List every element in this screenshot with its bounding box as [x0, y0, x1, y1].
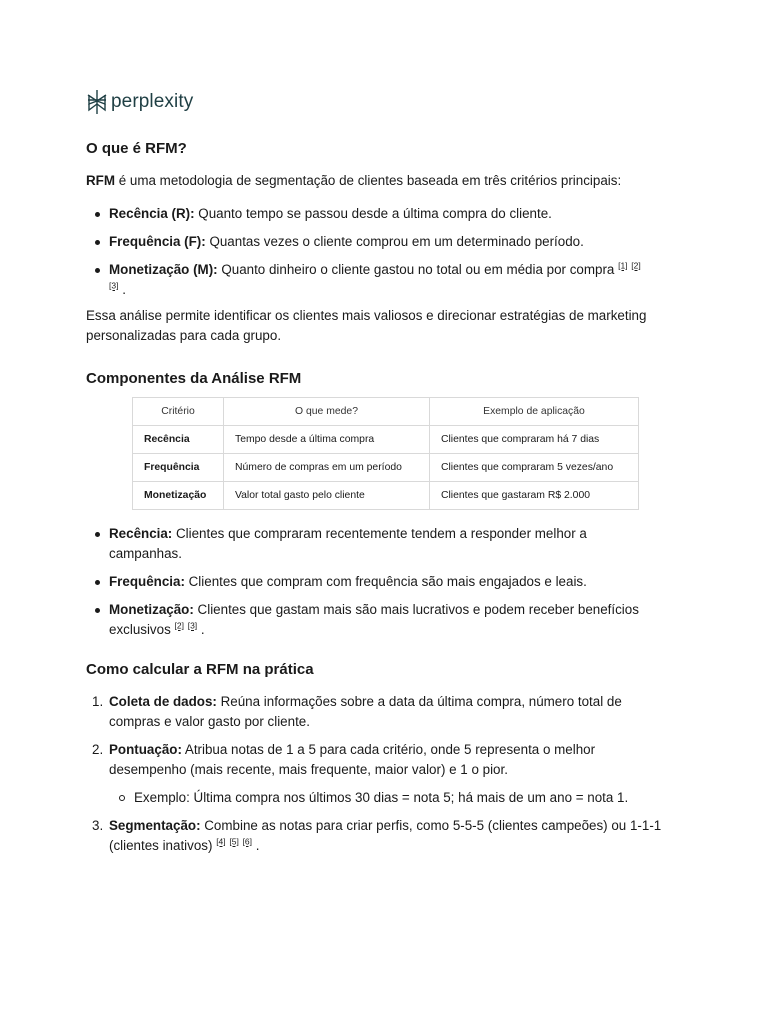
list-item-text: Clientes que compraram recentemente tendem a responder melhor a campanhas.	[109, 526, 587, 561]
list-item	[86, 204, 676, 224]
calculation-steps-list	[86, 692, 676, 856]
table-cell: Tempo desde a última compra	[224, 426, 430, 454]
table-header-cell: Critério	[133, 398, 224, 426]
rfm-components-table	[132, 397, 639, 510]
list-item-term: Frequência:	[109, 574, 185, 589]
table-cell: Clientes que compraram há 7 dias	[430, 426, 639, 454]
table-cell: Valor total gasto pelo cliente	[224, 482, 430, 510]
table-cell: Clientes que compraram 5 vezes/ano	[430, 454, 639, 482]
table-header-row	[133, 398, 639, 426]
sub-list-item: Exemplo: Última compra nos últimos 30 dias = nota 5; há mais de um ano = nota 1.	[86, 788, 676, 808]
table-header-cell: O que mede?	[224, 398, 430, 426]
table-row	[133, 426, 639, 454]
list-item-term: Monetização:	[109, 602, 194, 617]
table-cell: Clientes que gastaram R$ 2.000	[430, 482, 639, 510]
section-heading-components: Componentes da Análise RFM	[86, 370, 302, 387]
components-explanation-list	[86, 524, 676, 640]
section-heading-what-is-rfm: O que é RFM?	[86, 140, 187, 157]
table-header-cell: Exemplo de aplicação	[430, 398, 639, 426]
table-cell: Número de compras em um período	[224, 454, 430, 482]
citation-link[interactable]: [4]	[216, 836, 226, 847]
list-item-term: Monetização (M):	[109, 262, 218, 277]
list-item-end: .	[122, 282, 126, 297]
step-number: 1.	[92, 694, 104, 709]
citation-link[interactable]: [6]	[242, 836, 253, 847]
list-item-text: Quanto dinheiro o cliente gastou no total ou em média por compra	[217, 262, 615, 277]
citation-link[interactable]: [2]	[631, 260, 641, 271]
list-item-term: Recência:	[109, 526, 173, 541]
intro-term: RFM	[86, 173, 116, 188]
citation-link[interactable]: [2]	[174, 620, 184, 631]
list-item-term: Coleta de dados:	[109, 694, 217, 709]
list-item-text: Quanto tempo se passou desde a última compra do cliente.	[194, 206, 552, 221]
list-item-text: Clientes que gastam mais são mais lucrativos e podem receber benefícios exclusivos	[109, 602, 639, 637]
list-item	[86, 232, 676, 252]
rfm-criteria-list	[86, 204, 676, 300]
list-item-term: Recência (R):	[109, 206, 195, 221]
citation-link[interactable]: [3]	[187, 620, 198, 631]
brand-name: perplexity	[111, 91, 194, 112]
list-item-text: Atribua notas de 1 a 5 para cada critério, onde 5 representa o melhor desempenho (mais recente, mais frequente, maior valor) e 1 o pior.	[109, 742, 596, 777]
intro-text: é uma metodologia de segmentação de clientes baseada em três critérios principais:	[115, 173, 622, 188]
list-item-term: Segmentação:	[109, 818, 201, 833]
perplexity-logo-icon	[86, 89, 108, 115]
step-number: 3.	[92, 818, 104, 833]
table-cell: Recência	[133, 426, 224, 454]
analysis-paragraph: Essa análise permite identificar os clientes mais valiosos e direcionar estratégias de marketing personalizadas para cada grupo.	[86, 308, 647, 343]
table-row	[133, 454, 639, 482]
citation-link[interactable]: [5]	[229, 836, 239, 847]
list-item	[86, 816, 676, 856]
table-row	[133, 482, 639, 510]
list-item-term: Frequência (F):	[109, 234, 206, 249]
step-number: 2.	[92, 742, 104, 757]
list-item	[86, 260, 669, 300]
perplexity-logo[interactable]	[86, 89, 193, 115]
list-item-end: .	[200, 622, 205, 637]
list-item-text: Quantas vezes o cliente comprou em um determinado período.	[205, 234, 584, 249]
list-item	[86, 740, 676, 780]
list-item	[86, 524, 629, 564]
table-cell: Frequência	[133, 454, 224, 482]
list-item-text: Combine as notas para criar perfis, como 5-5-5 (clientes campeões) ou 1-1-1 (clientes inativos)	[109, 818, 662, 853]
list-item-text: Reúna informações sobre a data da última compra, número total de compras e valor gasto por cliente.	[109, 694, 622, 729]
list-item-term: Pontuação:	[109, 742, 182, 757]
citation-link[interactable]: [3]	[109, 280, 119, 291]
list-item-end: .	[255, 838, 260, 853]
list-item	[86, 600, 669, 640]
citation-link[interactable]: [1]	[618, 260, 628, 271]
list-item-text: Clientes que compram com frequência são mais engajados e leais.	[184, 574, 587, 589]
list-item	[86, 572, 676, 592]
section-heading-how-to-calculate: Como calcular a RFM na prática	[86, 661, 314, 678]
intro-paragraph	[86, 171, 676, 191]
table-cell: Monetização	[133, 482, 224, 510]
list-item	[86, 692, 676, 732]
